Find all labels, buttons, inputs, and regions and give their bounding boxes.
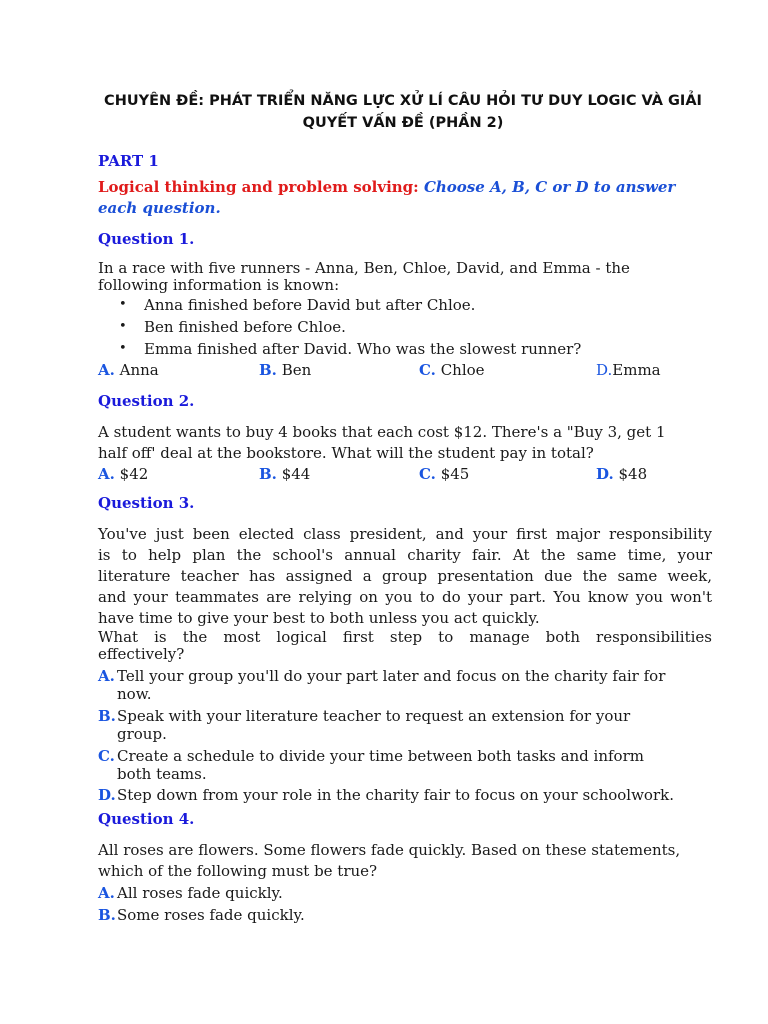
option-d: D. $48 [596, 465, 648, 483]
instruction-text-2: each question. [98, 199, 221, 217]
option-c: C. $45 [419, 465, 470, 483]
clue-item: • Anna finished before David but after Chloe. [119, 296, 476, 314]
question-2-stem [98, 422, 712, 464]
clue-item: • Ben finished before Chloe. [119, 318, 346, 336]
prompt-line: What is the most logical first step to manage both responsibilities [98, 628, 712, 646]
option-b: B. Speak with your literature teacher to request an extension for your group. [98, 707, 631, 743]
question-1-stem-line: In a race with five runners - Anna, Ben, Chloe, David, and Emma - the [98, 259, 630, 277]
question-1-clues [98, 294, 712, 360]
option-d: D. Step down from your role in the charity fair to focus on your schoolwork. [98, 786, 674, 804]
title-line-1: CHUYÊN ĐỀ: PHÁT TRIỂN NĂNG LỰC XỬ LÍ CÂU HỎI TƯ DUY LOGIC VÀ GIẢI [104, 93, 702, 109]
scenario-line: and your teammates are relying on you to do your part. You know you won't [98, 588, 712, 606]
question-3-heading: Question 3. [98, 494, 195, 512]
bullet-icon: • [119, 297, 127, 312]
question-4-stem [98, 840, 712, 882]
scenario-line: have time to give your best to both unless you act quickly. [98, 609, 540, 627]
option-a: A. Anna [98, 361, 159, 379]
scenario-line: You've just been elected class president, and your first major responsibility [98, 525, 712, 543]
question-4-stem-line: which of the following must be true? [98, 862, 378, 880]
bullet-icon: • [119, 341, 127, 356]
option-b: B. Some roses fade quickly. [98, 906, 305, 924]
option-b: B. $44 [259, 465, 311, 483]
question-2-heading: Question 2. [98, 392, 195, 410]
option-c: C. Chloe [419, 361, 485, 379]
option-a: A. Tell your group you'll do your part later and focus on the charity fair for now. [98, 667, 666, 703]
instruction-topic: Logical thinking and problem solving: [98, 178, 419, 196]
question-1-stem [98, 260, 712, 294]
option-d: D.Emma [596, 361, 661, 379]
question-2-stem-line: A student wants to buy 4 books that each cost $12. There's a "Buy 3, get 1 [98, 423, 666, 441]
bullet-icon: • [119, 319, 127, 334]
part-heading: PART 1 [98, 152, 159, 170]
document-page [98, 90, 712, 926]
question-4-heading: Question 4. [98, 810, 195, 828]
question-2-stem-line: half off' deal at the bookstore. What will the student pay in total? [98, 444, 594, 462]
question-1-heading: Question 1. [98, 230, 195, 248]
section-instruction [98, 177, 712, 219]
question-3-scenario [98, 524, 712, 629]
clue-item: • Emma finished after David. Who was the slowest runner? [119, 340, 582, 358]
question-1-options [98, 360, 712, 381]
option-a: A. All roses fade quickly. [98, 884, 283, 902]
question-4-options [98, 882, 712, 926]
scenario-line: literature teacher has assigned a group presentation due the same week, [98, 567, 712, 585]
question-4-stem-line: All roses are flowers. Some flowers fade quickly. Based on these statements, [98, 841, 681, 859]
instruction-text-1: Choose A, B, C or D to answer [423, 178, 676, 196]
option-b: B. Ben [259, 361, 312, 379]
question-1-stem-line: following information is known: [98, 276, 340, 294]
prompt-line: effectively? [98, 645, 185, 663]
question-3-prompt [98, 629, 712, 663]
question-2-options [98, 464, 712, 485]
option-c: C. Create a schedule to divide your time between both tasks and inform both teams. [98, 747, 644, 783]
question-3-options [98, 667, 712, 804]
title-line-2: QUYẾT VẤN ĐỀ (PHẦN 2) [302, 115, 504, 131]
scenario-line: is to help plan the school's annual charity fair. At the same time, your [98, 546, 712, 564]
document-title [90, 90, 716, 134]
option-a: A. $42 [98, 465, 149, 483]
